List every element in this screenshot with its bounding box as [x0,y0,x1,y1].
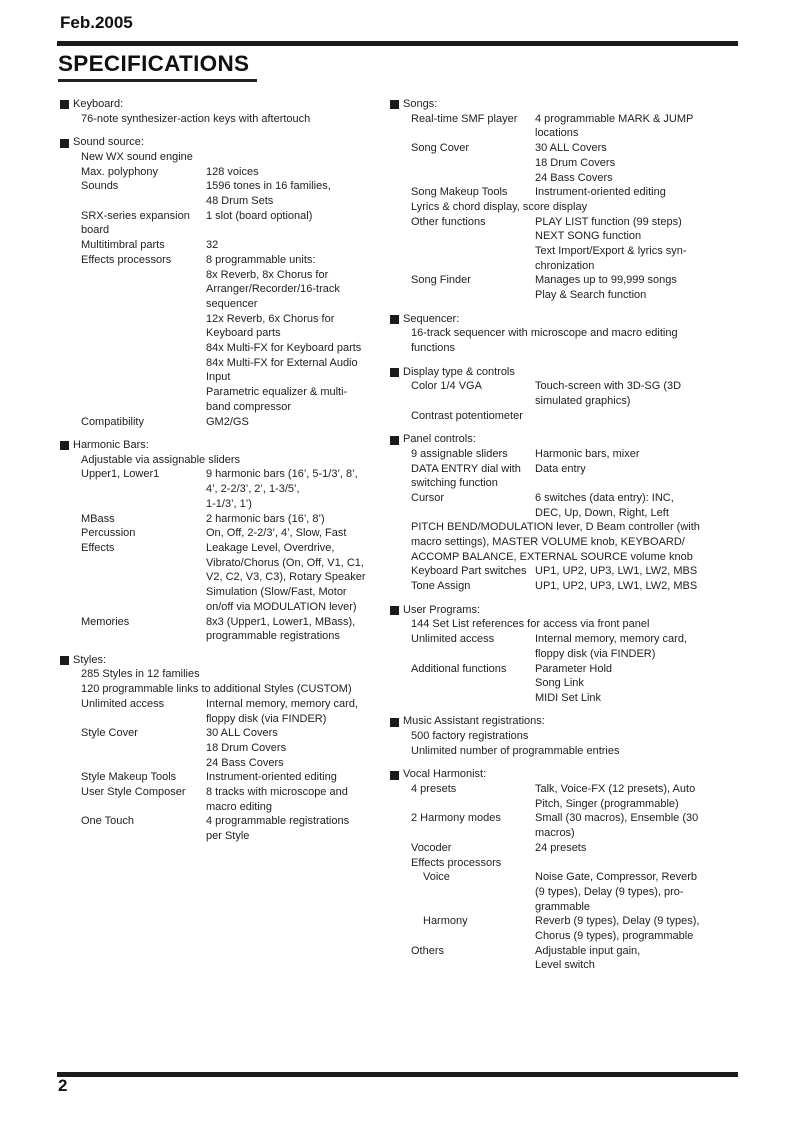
spec-label: Upper1, Lower1 [81,468,160,481]
spec-label: Unlimited access [81,697,165,710]
spec-value [206,165,370,180]
section-title: Styles: [73,653,107,666]
spec-value-line: grammable [535,900,591,913]
spec-value-line: macro editing [206,800,273,813]
spec-row [60,770,370,785]
spec-label: User Style Composer [81,786,186,799]
spec-value-line: Small (30 macros), Ensemble (30 [535,812,699,825]
spec-value-line: Noise Gate, Compressor, Reverb [535,871,698,884]
spec-text: macro settings), MASTER VOLUME knob, KEYBOARD/ [411,536,685,549]
spec-label: MBass [81,512,115,525]
spec-label: One Touch [81,815,135,828]
spec-value [535,841,710,856]
spec-label: 9 assignable sliders [411,447,508,460]
spec-row [390,273,710,302]
spec-row [60,165,370,180]
spec-row [390,112,710,141]
spec-value-line: 1 slot (board optional) [206,209,313,222]
section-title: Panel controls: [403,433,476,446]
spec-value-line: Pitch, Singer (programmable) [535,797,679,810]
spec-row [60,512,370,527]
spec-label-line: switching function [411,477,498,490]
spec-label: Style Makeup Tools [81,771,177,784]
spec-label: Cursor [411,491,445,504]
title-underline [58,79,257,82]
spec-value [206,415,370,430]
spec-value [206,541,370,615]
page-number: 2 [58,1076,68,1095]
section-heading [390,97,710,112]
spec-value-line: 18 Drum Covers [535,156,616,169]
spec-value-line: floppy disk (via FINDER) [206,712,327,725]
spec-label: Effects processors [81,253,172,266]
section-title: Music Assistant registrations: [403,715,545,728]
spec-value [206,615,370,644]
spec-text: Unlimited number of programmable entries [411,744,620,757]
spec-value-line: 24 Bass Covers [535,171,613,184]
spec-label: 4 presets [411,783,457,796]
section-heading [390,312,710,327]
top-rule [57,41,738,46]
spec-label-line: DATA ENTRY dial with [411,462,521,475]
spec-value-line: NEXT SONG function [535,230,642,243]
spec-label [81,209,206,238]
spec-section-panel-controls [390,432,710,594]
spec-value-line: Data entry [535,462,586,475]
spec-value-line: Instrument-oriented editing [535,186,666,199]
bullet-square-icon [390,606,399,615]
spec-value [535,112,710,141]
spec-value-line: V2, C2, V3, C3), Rotary Speaker [206,571,366,584]
section-title: Display type & controls [403,365,515,378]
spec-value-line: 30 ALL Covers [206,727,278,740]
spec-text: Lyrics & chord display, score display [411,200,588,213]
spec-label: Style Cover [81,727,138,740]
spec-value [535,579,710,594]
spec-value-line: 12x Reverb, 6x Chorus for [206,312,335,325]
spec-value-line: 2 harmonic bars (16’, 8’) [206,512,325,525]
spec-value-line: Reverb (9 types), Delay (9 types), [535,915,700,928]
spec-value [206,785,370,814]
spec-row [60,209,370,238]
section-heading [60,653,370,668]
spec-row [390,491,710,520]
spec-value-line: 6 switches (data entry): INC, [535,491,674,504]
spec-label: Other functions [411,215,486,228]
spec-row [60,238,370,253]
spec-section-sequencer [390,312,710,356]
spec-value-line: 24 presets [535,841,587,854]
spec-value-line: programmable registrations [206,630,340,643]
spec-value-line: band compressor [206,400,291,413]
bullet-square-icon [390,771,399,780]
spec-value [535,379,710,408]
spec-value [535,447,710,462]
spec-value [535,662,710,706]
spec-value [535,185,710,200]
spec-value-line: Parameter Hold [535,662,613,675]
spec-row [390,782,710,811]
spec-value-line: Parametric equalizer & multi- [206,386,348,399]
spec-row [390,944,710,973]
spec-value [206,238,370,253]
spec-row [390,215,710,274]
spec-section-styles [60,653,370,844]
spec-row [60,179,370,208]
spec-value-line: Talk, Voice-FX (12 presets), Auto [535,783,696,796]
spec-value [535,462,710,491]
bullet-square-icon [390,100,399,109]
section-heading [390,603,710,618]
spec-value-line: Manages up to 99,999 songs [535,274,677,287]
left-column [60,97,370,853]
spec-value-line: Text Import/Export & lyrics syn- [535,245,687,258]
bullet-square-icon [390,436,399,445]
spec-value-line: 9 harmonic bars (16’, 5-1/3’, 8’, [206,468,358,481]
spec-value-line: Input [206,371,231,384]
spec-row [60,814,370,843]
spec-value-line: Adjustable input gain, [535,944,641,957]
spec-label: Memories [81,615,130,628]
spec-section-music-assistant-registrations [390,714,710,758]
bullet-square-icon [390,315,399,324]
section-heading [390,432,710,447]
spec-label: Unlimited access [411,633,495,646]
spec-value-line: (9 types), Delay (9 types), pro- [535,885,684,898]
section-heading [390,365,710,380]
spec-row [390,185,710,200]
spec-value [535,811,710,840]
spec-row [390,914,710,943]
spec-value [206,179,370,208]
spec-value-line: 8x3 (Upper1, Lower1, MBass), [206,615,356,628]
spec-row [60,726,370,770]
spec-value [535,944,710,973]
spec-label: Effects [81,541,115,554]
spec-value [535,632,710,661]
spec-label [411,462,535,491]
spec-label-line: SRX-series expansion [81,209,190,222]
spec-row [390,662,710,706]
spec-value-line: Song Link [535,677,584,690]
spec-value [206,526,370,541]
spec-section-songs [390,97,710,303]
spec-value [535,215,710,274]
bullet-square-icon [60,441,69,450]
spec-section-vocal-harmonist [390,767,710,973]
section-heading [390,767,710,782]
spec-value-line: sequencer [206,297,258,310]
spec-text: 144 Set List references for access via front panel [411,618,650,631]
spec-value-line: Simulation (Slow/Fast, Motor [206,586,347,599]
spec-value-line: 8 tracks with microscope and [206,786,348,799]
section-title: Sequencer: [403,312,460,325]
spec-row [390,379,710,408]
spec-row [390,564,710,579]
spec-section-keyboard [60,97,370,126]
spec-value-line: Chorus (9 types), programmable [535,930,694,943]
spec-value-line: 128 voices [206,165,259,178]
spec-text: ACCOMP BALANCE, EXTERNAL SOURCE volume knob [411,550,693,563]
spec-section-harmonic-bars [60,438,370,644]
spec-value [535,564,710,579]
spec-row [60,541,370,615]
spec-value-line: floppy disk (via FINDER) [535,647,656,660]
spec-value [206,770,370,785]
spec-value-line: Instrument-oriented editing [206,771,337,784]
spec-section-display-type-controls [390,365,710,424]
spec-row [60,697,370,726]
spec-text: functions [411,342,456,355]
spec-value [206,253,370,415]
spec-label: Multitimbral parts [81,239,165,252]
spec-label: Percussion [81,527,136,540]
spec-value-line: 24 Bass Covers [206,756,284,769]
spec-value-line: 4 programmable MARK & JUMP [535,112,694,125]
spec-value-line: 8 programmable units: [206,253,316,266]
spec-value [535,782,710,811]
spec-row [390,579,710,594]
spec-value-line: 4’, 2-2/3’, 2’, 1-3/5’, [206,483,300,496]
spec-value-line: 84x Multi-FX for External Audio [206,356,358,369]
spec-value-line: locations [535,127,579,140]
section-title: Vocal Harmonist: [403,768,487,781]
spec-label: Voice [423,871,450,884]
spec-value-line: Vibrato/Chorus (On, Off, V1, C1, [206,556,364,569]
spec-row [60,253,370,415]
bullet-square-icon [390,368,399,377]
spec-value-line: Internal memory, memory card, [535,633,688,646]
spec-row [60,615,370,644]
section-title: User Programs: [403,603,481,616]
spec-text: Contrast potentiometer [411,409,523,422]
spec-value [535,870,710,914]
spec-value-line: Arranger/Recorder/16-track [206,283,340,296]
spec-section-user-programs [390,603,710,706]
spec-row [390,870,710,914]
spec-row [390,447,710,462]
section-title: Songs: [403,98,438,110]
spec-value [535,273,710,302]
spec-value-line: UP1, UP2, UP3, LW1, LW2, MBS [535,565,698,578]
spec-label-line: board [81,224,110,237]
spec-label: Song Makeup Tools [411,186,508,199]
spec-row [60,785,370,814]
spec-text: Effects processors [411,856,502,869]
spec-row [390,462,710,491]
spec-label: 2 Harmony modes [411,812,501,825]
spec-value-line: Harmonic bars, mixer [535,447,640,460]
spec-row [390,632,710,661]
spec-label: Song Finder [411,274,471,287]
spec-row [390,841,710,856]
spec-value-line: On, Off, 2-2/3’, 4’, Slow, Fast [206,527,347,540]
section-heading [60,135,370,150]
document-date: Feb.2005 [60,13,133,32]
spec-value-line: Internal memory, memory card, [206,697,359,710]
spec-label: Others [411,944,445,957]
spec-label: Harmony [423,915,468,928]
spec-value-line: DEC, Up, Down, Right, Left [535,506,669,519]
spec-value-line: on/off via MODULATION lever) [206,600,357,613]
section-title: Harmonic Bars: [73,439,149,452]
spec-text: PITCH BEND/MODULATION lever, D Beam controller (with [411,521,700,534]
spec-value-line: Play & Search function [535,289,647,302]
spec-label: Song Cover [411,142,470,155]
section-heading [60,97,370,112]
spec-value [206,814,370,843]
spec-value [206,697,370,726]
spec-value-line: 1-1/3’, 1’) [206,497,252,510]
spec-value-line: 30 ALL Covers [535,142,607,155]
spec-text: 285 Styles in 12 families [81,668,200,681]
spec-value-line: MIDI Set Link [535,691,602,704]
spec-value-line: 1596 tones in 16 families, [206,180,331,193]
spec-value-line: 32 [206,239,219,252]
right-column [390,97,710,982]
spec-value [206,726,370,770]
spec-value-line: Keyboard parts [206,327,281,340]
spec-value-line: chronization [535,259,595,272]
spec-label: Additional functions [411,662,507,675]
spec-value [206,467,370,511]
spec-row [60,415,370,430]
spec-value [535,914,710,943]
bottom-rule [57,1072,738,1077]
section-heading [60,438,370,453]
spec-value-line: UP1, UP2, UP3, LW1, LW2, MBS [535,580,698,593]
spec-label: Keyboard Part switches [411,565,527,578]
spec-value-line: 4 programmable registrations [206,815,350,828]
section-title: Sound source: [73,136,144,149]
spec-value-line: GM2/GS [206,415,249,428]
spec-value-line: Touch-screen with 3D-SG (3D [535,380,682,393]
spec-value-line: Level switch [535,959,595,972]
spec-label: Compatibility [81,415,144,428]
spec-label: Sounds [81,180,119,193]
spec-value [535,141,710,185]
spec-value-line: 8x Reverb, 8x Chorus for [206,268,329,281]
spec-value-line: per Style [206,830,250,843]
spec-text: Adjustable via assignable sliders [81,453,240,466]
spec-text: 500 factory registrations [411,730,529,743]
spec-row [390,141,710,185]
spec-value-line: PLAY LIST function (99 steps) [535,215,682,228]
spec-row [60,467,370,511]
spec-text: 76-note synthesizer-action keys with aftertouch [81,112,311,125]
spec-label: Real-time SMF player [411,112,518,125]
spec-label: Max. polyphony [81,165,159,178]
spec-label: Vocoder [411,841,452,854]
bullet-square-icon [60,656,69,665]
spec-value-line: 48 Drum Sets [206,195,274,208]
bullet-square-icon [60,139,69,148]
section-title: Keyboard: [73,98,124,110]
bullet-square-icon [60,100,69,109]
spec-label: Tone Assign [411,580,471,593]
bullet-square-icon [390,718,399,727]
spec-value-line: Leakage Level, Overdrive, [206,541,335,554]
spec-row [390,811,710,840]
spec-label: Color 1/4 VGA [411,380,482,393]
page-title: SPECIFICATIONS [58,51,250,76]
spec-value-line: 84x Multi-FX for Keyboard parts [206,342,362,355]
spec-value-line: 18 Drum Covers [206,741,287,754]
spec-value [206,512,370,527]
section-heading [390,714,710,729]
spec-value-line: macros) [535,827,575,840]
spec-value [535,491,710,520]
spec-text: 120 programmable links to additional Styles (CUSTOM) [81,683,352,696]
spec-row [60,526,370,541]
spec-section-sound-source [60,135,370,429]
spec-text: 16-track sequencer with microscope and macro editing [411,327,678,340]
spec-value [206,209,370,238]
spec-text: New WX sound engine [81,150,193,163]
spec-value-line: simulated graphics) [535,394,631,407]
